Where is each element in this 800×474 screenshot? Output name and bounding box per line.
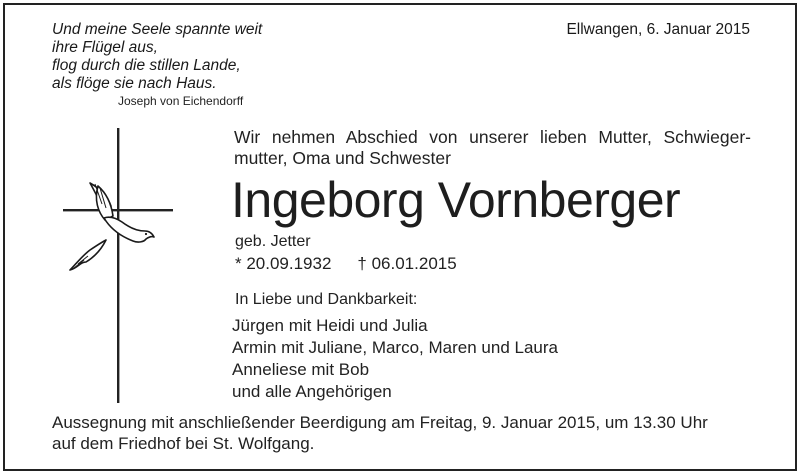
cross-with-dove-icon [58, 128, 178, 408]
thanks-heading: In Liebe und Dankbarkeit: [235, 291, 418, 308]
mourner-line: Armin mit Juliane, Marco, Maren und Laura [232, 338, 558, 357]
mourners-list [232, 315, 558, 403]
mourner-line: Anneliese mit Bob [232, 360, 370, 379]
poem-line: Und meine Seele spannte weit [52, 21, 263, 38]
death-date: † 06.01.2015 [357, 254, 457, 273]
poem-line: als flöge sie nach Haus. [52, 75, 217, 92]
mourner-line: Jürgen mit Heidi und Julia [232, 316, 428, 335]
mourner-line: und alle Angehörigen [232, 382, 392, 401]
poem-line: flog durch die stillen Lande, [52, 57, 241, 74]
life-dates [235, 254, 457, 274]
birth-date: * 20.09.1932 [235, 254, 332, 273]
deceased-name: Ingeborg Vornberger [231, 172, 681, 228]
funeral-line: Aussegnung mit anschließender Beerdigung am Freitag, 9. Januar 2015, um 13.30 Uhr [52, 413, 708, 432]
funeral-info [52, 412, 750, 454]
maiden-name: geb. Jetter [235, 233, 311, 250]
intro-text: Wir nehmen Abschied von unserer lieben Mutter, Schwieger-mutter, Oma und Schwester [234, 127, 751, 168]
place-date: Ellwangen, 6. Januar 2015 [566, 21, 750, 38]
poem-author: Joseph von Eichendorff [118, 94, 244, 108]
funeral-line: auf dem Friedhof bei St. Wolfgang. [52, 434, 315, 453]
poem [52, 21, 262, 93]
poem-line: ihre Flügel aus, [52, 39, 158, 56]
